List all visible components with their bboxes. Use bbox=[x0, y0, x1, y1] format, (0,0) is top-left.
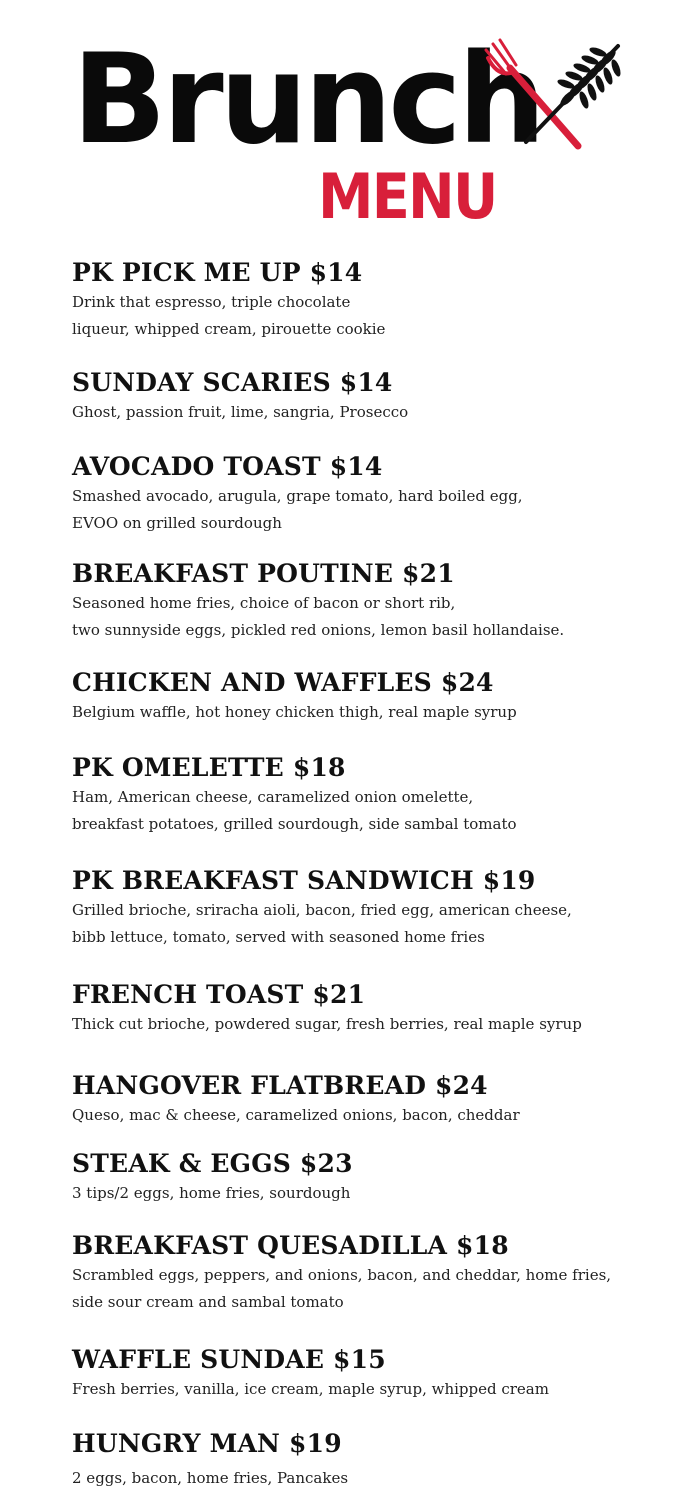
menu-item-name: CHICKEN AND WAFFLES $24 bbox=[72, 668, 494, 697]
menu-item bbox=[72, 1149, 682, 1207]
menu-item-description: Belgium waffle, hot honey chicken thigh, real maple syrup bbox=[72, 703, 517, 721]
menu-title: Brunch bbox=[72, 28, 543, 172]
menu-item bbox=[72, 559, 682, 644]
menu-item bbox=[72, 258, 682, 343]
menu-item-description: Ghost, passion fruit, lime, sangria, Prosecco bbox=[72, 403, 409, 421]
menu-item-name: PK OMELETTE $18 bbox=[72, 753, 346, 782]
menu-item-description: 2 eggs, bacon, home fries, Pancakes bbox=[72, 1469, 349, 1487]
menu-item bbox=[72, 1429, 682, 1492]
menu-item bbox=[72, 1071, 682, 1129]
menu-item bbox=[72, 452, 682, 537]
menu-item-name: FRENCH TOAST $21 bbox=[72, 980, 366, 1009]
menu-item-description: 3 tips/2 eggs, home fries, sourdough bbox=[72, 1184, 351, 1202]
menu-item-name: PK BREAKFAST SANDWICH $19 bbox=[72, 866, 536, 895]
menu-item-description: Smashed avocado, arugula, grape tomato, hard boiled egg, EVOO on grilled sourdough bbox=[72, 487, 523, 532]
menu-item-name: HANGOVER FLATBREAD $24 bbox=[72, 1071, 488, 1100]
menu-item bbox=[72, 368, 682, 426]
menu-item-name: HUNGRY MAN $19 bbox=[72, 1429, 342, 1458]
menu-item-name: WAFFLE SUNDAE $15 bbox=[72, 1345, 386, 1374]
menu-item-description: Grilled brioche, sriracha aioli, bacon, fried egg, american cheese, bibb lettuce, tomato, served with seasoned home fries bbox=[72, 901, 572, 946]
menu-item-name: BREAKFAST POUTINE $21 bbox=[72, 559, 455, 588]
menu-item-name: AVOCADO TOAST $14 bbox=[72, 452, 383, 481]
menu-item-description: Queso, mac & cheese, caramelized onions, bacon, cheddar bbox=[72, 1106, 520, 1124]
menu-item-description: Ham, American cheese, caramelized onion omelette, breakfast potatoes, grilled sourdough, side sambal tomato bbox=[72, 788, 517, 833]
menu-item-name: STEAK & EGGS $23 bbox=[72, 1149, 353, 1178]
menu-item-name: BREAKFAST QUESADILLA $18 bbox=[72, 1231, 509, 1260]
menu-subtitle: MENU bbox=[318, 160, 497, 233]
menu-item-name: PK PICK ME UP $14 bbox=[72, 258, 363, 287]
menu-item-description: Thick cut brioche, powdered sugar, fresh berries, real maple syrup bbox=[72, 1015, 582, 1033]
menu-item-description: Scrambled eggs, peppers, and onions, bacon, and cheddar, home fries, side sour cream and sambal tomato bbox=[72, 1266, 612, 1311]
menu-item bbox=[72, 980, 682, 1038]
menu-item bbox=[72, 1345, 682, 1403]
menu-item-description: Seasoned home fries, choice of bacon or short rib, two sunnyside eggs, pickled red onions, lemon basil hollandaise. bbox=[72, 594, 565, 639]
menu-item-name: SUNDAY SCARIES $14 bbox=[72, 368, 393, 397]
menu-item bbox=[72, 866, 682, 951]
menu-item-description: Fresh berries, vanilla, ice cream, maple syrup, whipped cream bbox=[72, 1380, 549, 1398]
fork-and-wheat-icon bbox=[480, 38, 630, 158]
menu-item bbox=[72, 1231, 682, 1316]
menu-item-description: Drink that espresso, triple chocolate liqueur, whipped cream, pirouette cookie bbox=[72, 293, 386, 338]
menu-item bbox=[72, 668, 682, 726]
menu-item bbox=[72, 753, 682, 838]
